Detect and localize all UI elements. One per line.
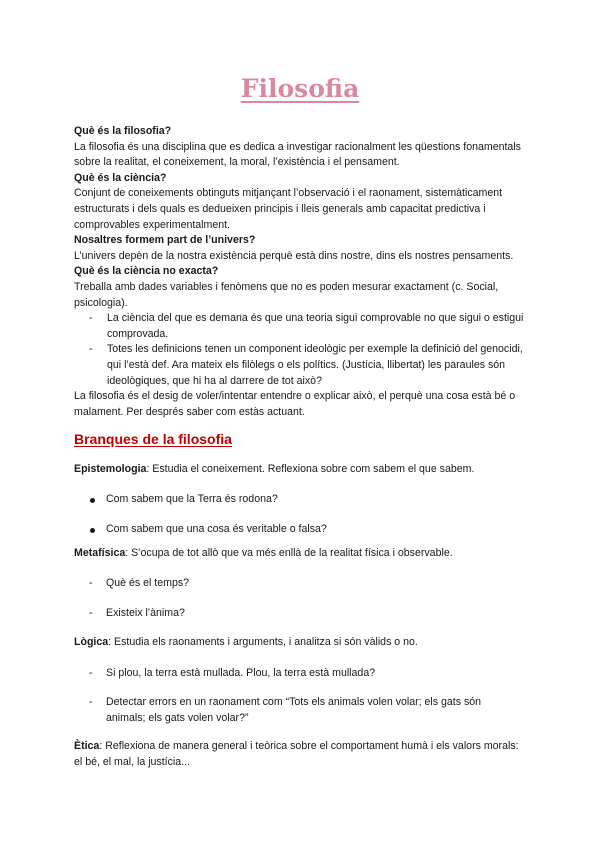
answer-science: Conjunt de coneixements obtinguts mitjançant l’observació i el raonament, sistemàticament estructurats i dels quals es dedueixen principis i lleis generals amb capacitat predictiva i comprovables experimentalment. <box>74 187 503 231</box>
branch-description: : Reflexiona de manera general i teòrica sobre el comportament humà i els valors morals: el bé, el mal, la justícia... <box>74 740 519 768</box>
list-item: Si plou, la terra està mullada. Plou, la terra està mullada? <box>106 667 376 679</box>
list-item: - La ciència del que es demana és que una teoria sigui comprovable no que sigui o estigui comprovada. <box>74 311 526 342</box>
question-inexact-science: Què és la ciència no exacta? <box>74 265 219 278</box>
list-item: Com sabem que la Terra és rodona? <box>106 493 278 505</box>
answer-inexact-science: Treballa amb dades variables i fenòmens que no es poden mesurar exactament (c. Social, psicologia). <box>74 280 499 309</box>
branch-ethics <box>74 739 526 770</box>
branch-term: Lògica <box>74 636 109 648</box>
branch-metaphysics <box>74 546 526 562</box>
page-title-text: Filosofia <box>240 74 360 103</box>
section-heading-branches: Branques de la filosofia <box>74 431 232 447</box>
dash-marker: - <box>89 696 93 708</box>
dash-marker: - <box>89 607 93 619</box>
branch-term: Metafísica <box>74 547 126 559</box>
closing-paragraph: La filosofia és el desig de voler/intentar entendre o explicar això, el perquè una cosa està bé o malament. Per després saber com estàs actuant. <box>74 390 516 418</box>
branch-description: : Estudia el coneixement. Reflexiona sobre com sabem el que sabem. <box>146 463 475 475</box>
question-universe: Nosaltres formem part de l’univers? <box>74 234 256 247</box>
bullet-icon <box>90 528 95 533</box>
question-philosophy: Què és la filosofia? <box>74 125 172 137</box>
list-item: Detectar errors en un raonament com “Tots els animals volen volar; els gats són animals; els gats volen volar?” <box>106 696 482 724</box>
intro-block <box>74 124 526 420</box>
branch-description: : Estudia els raonaments i arguments, i analitza si són vàlids o no. <box>108 636 418 648</box>
branch-description: : S’ocupa de tot allò que va més enllà de la realitat física i observable. <box>125 547 453 559</box>
answer-universe: L’univers depèn de la nostra existència perquè està dins nostre, dins els nostres pensaments. <box>74 249 514 262</box>
question-science: Què és la ciència? <box>74 171 167 184</box>
bullet-icon <box>90 498 95 503</box>
list-item: Com sabem que una cosa és veritable o falsa? <box>106 523 327 535</box>
branch-epistemology <box>74 462 526 478</box>
branch-logic <box>74 635 526 651</box>
list-item: - Totes les definicions tenen un component ideològic per exemple la definició del genocidi, qui l’està def. Ara mateix els filòlegs o els polítics. (Justícia, llibertat) les paraules són ideològiques, que hi ha al darrere de tot això? <box>74 342 526 389</box>
branch-term: Ètica <box>74 740 100 752</box>
list-item: Què és el temps? <box>106 577 190 589</box>
page-title <box>0 74 600 103</box>
dash-marker: - <box>89 667 93 679</box>
dash-marker: - <box>89 577 93 589</box>
branch-term: Epistemologia <box>74 463 147 475</box>
list-item: Existeix l’ànima? <box>106 607 185 619</box>
answer-philosophy: La filosofia és una disciplina que es dedica a investigar racionalment les qüestions fonamentals sobre la realitat, el coneixement, la moral, l’existència i el pensament. <box>74 140 521 169</box>
inexact-science-notes <box>74 311 526 389</box>
